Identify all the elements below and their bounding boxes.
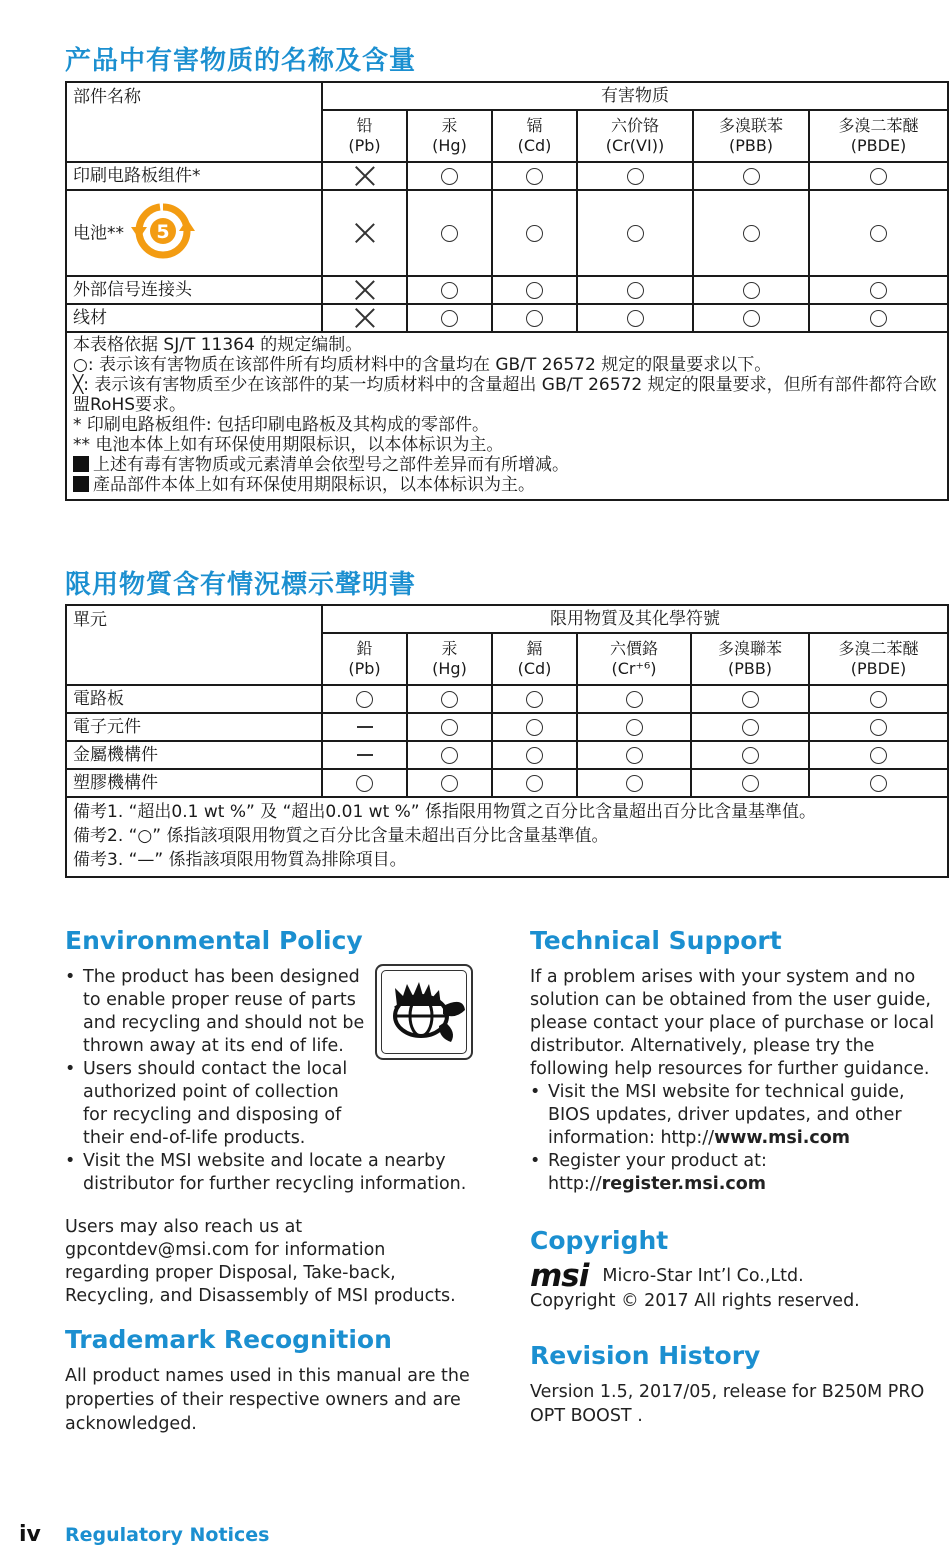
- substance-mark-cell: [693, 190, 809, 276]
- rohs-cn-table: [65, 81, 949, 501]
- circle-mark-icon: [441, 747, 458, 764]
- eco-years-number: 5: [156, 220, 170, 243]
- substance-mark-cell: [577, 190, 693, 276]
- circle-mark-icon: [526, 225, 543, 242]
- substance-mark-cell: [809, 769, 948, 797]
- circle-mark-icon: [742, 719, 759, 736]
- circle-mark-icon: [627, 168, 644, 185]
- company-name: Micro-Star Int’l Co.,Ltd.: [602, 1265, 804, 1286]
- substance-mark-cell: [492, 276, 577, 304]
- circle-mark-icon: [526, 775, 543, 792]
- circle-mark-icon: [870, 225, 887, 242]
- note-3: ╳: 表示该有害物质至少在该部件的某一均质材料中的含量超出 GB/T 26572 规定的限量要求，但所有部件都符合欧盟RoHS要求。: [73, 375, 937, 415]
- revision-history-title: Revision History: [530, 1341, 761, 1370]
- trademark-text: All product names used in this manual are the properties of their respective owners and are acknowledged.: [65, 1366, 470, 1434]
- copyright-section: [530, 1226, 946, 1313]
- part-name-cell: 印刷电路板组件*: [66, 162, 322, 190]
- cross-mark-icon: [354, 165, 376, 187]
- support-bullets: [530, 1081, 910, 1196]
- substance-mark-cell: [809, 276, 948, 304]
- circle-mark-icon: [870, 747, 887, 764]
- column-header: 多溴聯苯 (PBB): [691, 633, 809, 685]
- column-header: 多溴二苯醚 (PBDE): [809, 110, 948, 162]
- circle-mark-icon: [441, 282, 458, 299]
- register-link[interactable]: register.msi.com: [601, 1174, 767, 1194]
- note-6: 上述有毒有害物质或元素清单会依型号之部件差异而有所增减。: [73, 455, 941, 475]
- column-header: 镉 (Cd): [492, 110, 577, 162]
- substance-mark-cell: [407, 713, 492, 741]
- circle-mark-icon: [356, 775, 373, 792]
- msi-logo: msi: [530, 1258, 589, 1294]
- circle-mark-icon: [742, 691, 759, 708]
- table-row: [66, 190, 948, 276]
- unit-header: 單元: [66, 605, 322, 685]
- note-5: ** 电池本体上如有环保使用期限标识，以本体标识为主。: [73, 435, 504, 455]
- rohs-tw-table: [65, 604, 949, 878]
- circle-mark-icon: [526, 168, 543, 185]
- table-row: [66, 162, 948, 190]
- env-bullet-3: • Visit the MSI website and locate a nearby distributor for further recycling information.: [65, 1150, 470, 1196]
- remark-2: 備考2. “○” 係指該項限用物質之百分比含量未超出百分比含量基準值。: [73, 826, 609, 846]
- part-name-cell: 塑膠機構件: [66, 769, 322, 797]
- substance-mark-cell: [693, 304, 809, 332]
- support-text: If a problem arises with your system and no solution can be obtained from the user guide, please contact your place of purchase or local distributor. Alternatively, please try the following help resources for further guidance.: [530, 967, 935, 1079]
- circle-mark-icon: [870, 719, 887, 736]
- substance-mark-cell: [407, 162, 492, 190]
- circle-mark-icon: [870, 691, 887, 708]
- restricted-group-header: 限用物質及其化學符號: [322, 605, 948, 633]
- substance-mark-cell: [492, 190, 577, 276]
- circle-mark-icon: [526, 691, 543, 708]
- part-name-cell: 电池** 5: [66, 190, 322, 276]
- substance-mark-cell: [693, 276, 809, 304]
- substance-mark-cell: [809, 685, 948, 713]
- circle-mark-icon: [742, 775, 759, 792]
- cross-mark-icon: [354, 307, 376, 329]
- substance-mark-cell: [407, 769, 492, 797]
- substance-mark-cell: [809, 162, 948, 190]
- column-header: 多溴联苯 (PBB): [693, 110, 809, 162]
- trademark-title: Trademark Recognition: [65, 1325, 392, 1354]
- substance-mark-cell: [322, 685, 407, 713]
- circle-mark-icon: [627, 225, 644, 242]
- table-row: [66, 304, 948, 332]
- circle-mark-icon: [526, 719, 543, 736]
- circle-mark-icon: [870, 282, 887, 299]
- black-square-icon: [73, 476, 89, 492]
- environmental-contact: Users may also reach us at gpcontdev@msi.com for information regarding proper Disposal, Take-back, Recycling, and Disassembly of MSI products.: [65, 1217, 456, 1306]
- column-header: 六价铬 (Cr(VI)): [577, 110, 693, 162]
- substance-mark-cell: [322, 769, 407, 797]
- cross-mark-icon: [354, 279, 376, 301]
- substance-mark-cell: [577, 162, 693, 190]
- circle-mark-icon: [526, 747, 543, 764]
- dash-mark-icon: [357, 726, 373, 728]
- circle-mark-icon: [870, 310, 887, 327]
- substance-mark-cell: [809, 190, 948, 276]
- substance-mark-cell: [492, 304, 577, 332]
- column-header: 铅 (Pb): [322, 110, 407, 162]
- substance-mark-cell: [691, 685, 809, 713]
- note-4: * 印刷电路板组件: 包括印刷电路板及其构成的零部件。: [73, 415, 490, 435]
- circle-mark-icon: [627, 310, 644, 327]
- footer-section-label: Regulatory Notices: [65, 1524, 270, 1546]
- rohs-tw-title: 限用物質含有情況標示聲明書: [65, 570, 417, 600]
- substance-mark-cell: [691, 769, 809, 797]
- substance-mark-cell: [809, 741, 948, 769]
- circle-mark-icon: [870, 775, 887, 792]
- substance-mark-cell: [492, 162, 577, 190]
- circle-mark-icon: [441, 225, 458, 242]
- circle-mark-icon: [743, 282, 760, 299]
- note-7: 產品部件本体上如有环保使用期限标识，以本体标识为主。: [73, 475, 941, 495]
- revision-history-section: [530, 1341, 946, 1428]
- column-header: 鎘 (Cd): [492, 633, 577, 685]
- revision-text: Version 1.5, 2017/05, release for B250M PRO OPT BOOST .: [530, 1382, 925, 1426]
- substance-mark-cell: [322, 741, 407, 769]
- circle-mark-icon: [441, 691, 458, 708]
- column-header: 汞 (Hg): [407, 633, 492, 685]
- table-row: [66, 276, 948, 304]
- substance-mark-cell: [693, 162, 809, 190]
- circle-mark-icon: [626, 719, 643, 736]
- dash-mark-icon: [357, 754, 373, 756]
- part-name-cell: 线材: [66, 304, 322, 332]
- circle-mark-icon: [441, 310, 458, 327]
- circle-mark-icon: [870, 168, 887, 185]
- substance-mark-cell: [577, 276, 693, 304]
- rohs-cn-notes: [66, 332, 948, 500]
- substance-mark-cell: [492, 741, 577, 769]
- substance-mark-cell: [407, 276, 492, 304]
- technical-support-title: Technical Support: [530, 926, 782, 955]
- part-name-cell: 外部信号连接头: [66, 276, 322, 304]
- substance-mark-cell: [322, 713, 407, 741]
- column-header: 多溴二苯醚 (PBDE): [809, 633, 948, 685]
- env-bullet-1: • The product has been designed to enable proper reuse of parts and recycling and should not be thrown away at its end of life.: [65, 966, 365, 1058]
- rohs-cn-title: 产品中有害物质的名称及含量: [65, 46, 417, 76]
- substance-mark-cell: [322, 304, 407, 332]
- part-name-cell: 金屬機構件: [66, 741, 322, 769]
- cross-mark-icon: [354, 222, 376, 244]
- environmental-policy-title: Environmental Policy: [65, 926, 363, 955]
- trademark-section: [65, 1325, 485, 1436]
- substance-mark-cell: [407, 741, 492, 769]
- substance-mark-cell: [322, 190, 407, 276]
- substance-mark-cell: [577, 741, 691, 769]
- substance-mark-cell: [407, 190, 492, 276]
- circle-mark-icon: [743, 168, 760, 185]
- substance-mark-cell: [809, 713, 948, 741]
- substance-mark-cell: [492, 713, 577, 741]
- circle-mark-icon: [526, 282, 543, 299]
- part-name-header: 部件名称: [66, 82, 322, 162]
- support-bullet-2: • Register your product at: http://register.msi.com: [530, 1150, 910, 1196]
- circle-mark-icon: [743, 225, 760, 242]
- recycle-globe-icon: [375, 964, 473, 1060]
- remark-1: 備考1. “超出0.1 wt %” 及 “超出0.01 wt %” 係指限用物質之百分比含量超出百分比含量基準值。: [73, 802, 817, 822]
- circle-mark-icon: [627, 282, 644, 299]
- circle-mark-icon: [626, 691, 643, 708]
- note-2: ○: 表示该有害物质在该部件所有均质材料中的含量均在 GB/T 26572 规定的限量要求以下。: [73, 355, 772, 375]
- column-header: 六價鉻 (Cr⁺⁶): [577, 633, 691, 685]
- substance-mark-cell: [577, 685, 691, 713]
- circle-mark-icon: [356, 691, 373, 708]
- circle-mark-icon: [742, 747, 759, 764]
- black-square-icon: [73, 456, 89, 472]
- circle-mark-icon: [441, 775, 458, 792]
- remark-3: 備考3. “—” 係指該項限用物質為排除項目。: [73, 850, 407, 870]
- table-row: [66, 769, 948, 797]
- copyright-company-line: [530, 1258, 946, 1294]
- copyright-rights: Copyright © 2017 All rights reserved.: [530, 1291, 860, 1311]
- substance-mark-cell: [492, 769, 577, 797]
- env-bullet-2: • Users should contact the local authorized point of collection for recycling and disposing of their end-of-life products.: [65, 1058, 365, 1150]
- substance-mark-cell: [691, 713, 809, 741]
- circle-mark-icon: [441, 168, 458, 185]
- column-header: 鉛 (Pb): [322, 633, 407, 685]
- eco-5-years-icon: [130, 201, 196, 266]
- substance-mark-cell: [492, 685, 577, 713]
- substance-mark-cell: [407, 685, 492, 713]
- table-row: [66, 713, 948, 741]
- rohs-tw-notes: [66, 797, 948, 877]
- part-name-cell: 電子元件: [66, 713, 322, 741]
- page-number: iv: [19, 1522, 41, 1547]
- substance-mark-cell: [407, 304, 492, 332]
- substance-mark-cell: [322, 162, 407, 190]
- support-bullet-1: • Visit the MSI website for technical guide, BIOS updates, driver updates, and other information: http://www.msi.com: [530, 1081, 910, 1150]
- table-row: [66, 685, 948, 713]
- msi-website-link[interactable]: www.msi.com: [714, 1128, 851, 1148]
- substance-mark-cell: [577, 769, 691, 797]
- circle-mark-icon: [526, 310, 543, 327]
- substance-mark-cell: [809, 304, 948, 332]
- circle-mark-icon: [626, 775, 643, 792]
- column-header: 汞 (Hg): [407, 110, 492, 162]
- substance-mark-cell: [577, 304, 693, 332]
- substance-mark-cell: [577, 713, 691, 741]
- note-1: 本表格依据 SJ/T 11364 的规定编制。: [73, 335, 363, 355]
- circle-mark-icon: [626, 747, 643, 764]
- substance-mark-cell: [322, 276, 407, 304]
- table-row: [66, 741, 948, 769]
- circle-mark-icon: [441, 719, 458, 736]
- copyright-title: Copyright: [530, 1226, 669, 1255]
- circle-mark-icon: [743, 310, 760, 327]
- hazard-group-header: 有害物质: [322, 82, 948, 110]
- substance-mark-cell: [691, 741, 809, 769]
- technical-support-section: [530, 926, 946, 1196]
- part-name-cell: 電路板: [66, 685, 322, 713]
